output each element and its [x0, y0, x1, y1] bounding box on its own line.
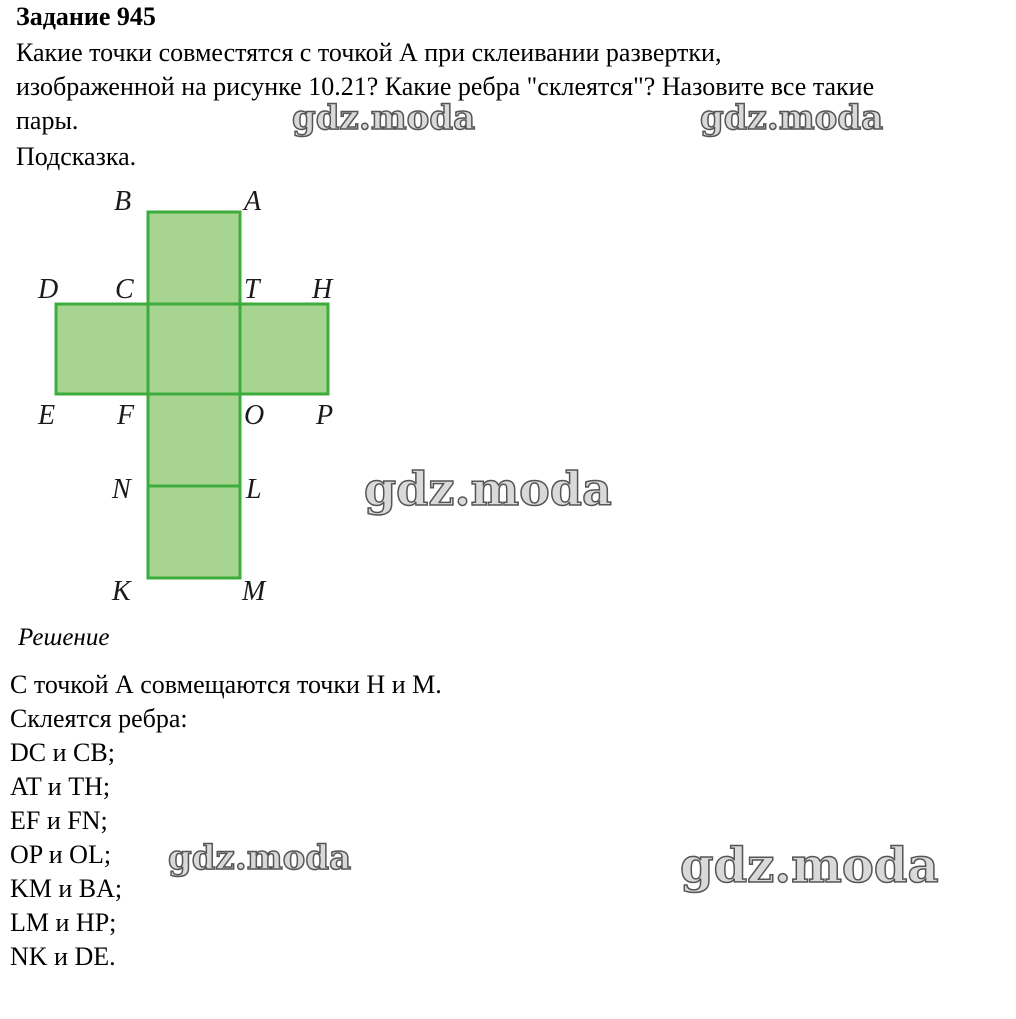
answer-line-6: OP и OL;	[10, 840, 112, 869]
label-N: N	[112, 474, 131, 505]
label-H: H	[312, 274, 333, 305]
answer-line-1: С точкой А совмещаются точки H и M.	[10, 670, 442, 699]
face-bottom	[148, 486, 240, 578]
face-top	[148, 212, 240, 304]
label-P: P	[316, 400, 334, 431]
task-text-line-1: Какие точки совместятся с точкой А при склеивании развертки,	[16, 38, 722, 67]
task-text-line-2: изображенной на рисунке 10.21? Какие ребра "склеятся"? Назовите все такие	[16, 72, 875, 101]
face-left	[56, 304, 148, 394]
answer-line-5: EF и FN;	[10, 806, 108, 835]
label-M: M	[242, 576, 266, 607]
label-F: F	[117, 400, 135, 431]
solution-title: Решение	[18, 624, 110, 651]
label-O: O	[244, 400, 265, 431]
answer-line-8: LM и HP;	[10, 908, 117, 937]
watermark: gdz.moda	[364, 462, 612, 516]
hint-link[interactable]: Подсказка.	[16, 142, 137, 171]
label-A: A	[244, 186, 262, 217]
label-L: L	[246, 474, 262, 505]
answer-line-4: AT и TH;	[10, 772, 111, 801]
label-B: B	[114, 186, 132, 217]
watermark: gdz.moda	[292, 98, 476, 138]
cube-net-figure	[30, 172, 360, 627]
label-K: K	[112, 576, 131, 607]
watermark: gdz.moda	[168, 838, 352, 878]
task-text-line-3: пары.	[16, 106, 79, 135]
label-C: C	[115, 274, 134, 305]
label-E: E	[38, 400, 56, 431]
label-D: D	[38, 274, 59, 305]
answer-line-3: DC и CB;	[10, 738, 115, 767]
label-T: T	[244, 274, 260, 305]
face-right	[240, 304, 328, 394]
watermark: gdz.moda	[700, 98, 884, 138]
answer-line-9: NK и DE.	[10, 942, 116, 971]
face-lower	[148, 394, 240, 486]
answer-line-2: Склеятся ребра:	[10, 704, 188, 733]
watermark: gdz.moda	[680, 838, 939, 894]
face-center	[148, 304, 240, 394]
task-title: Задание 945	[16, 2, 156, 31]
answer-line-7: KM и BA;	[10, 874, 123, 903]
